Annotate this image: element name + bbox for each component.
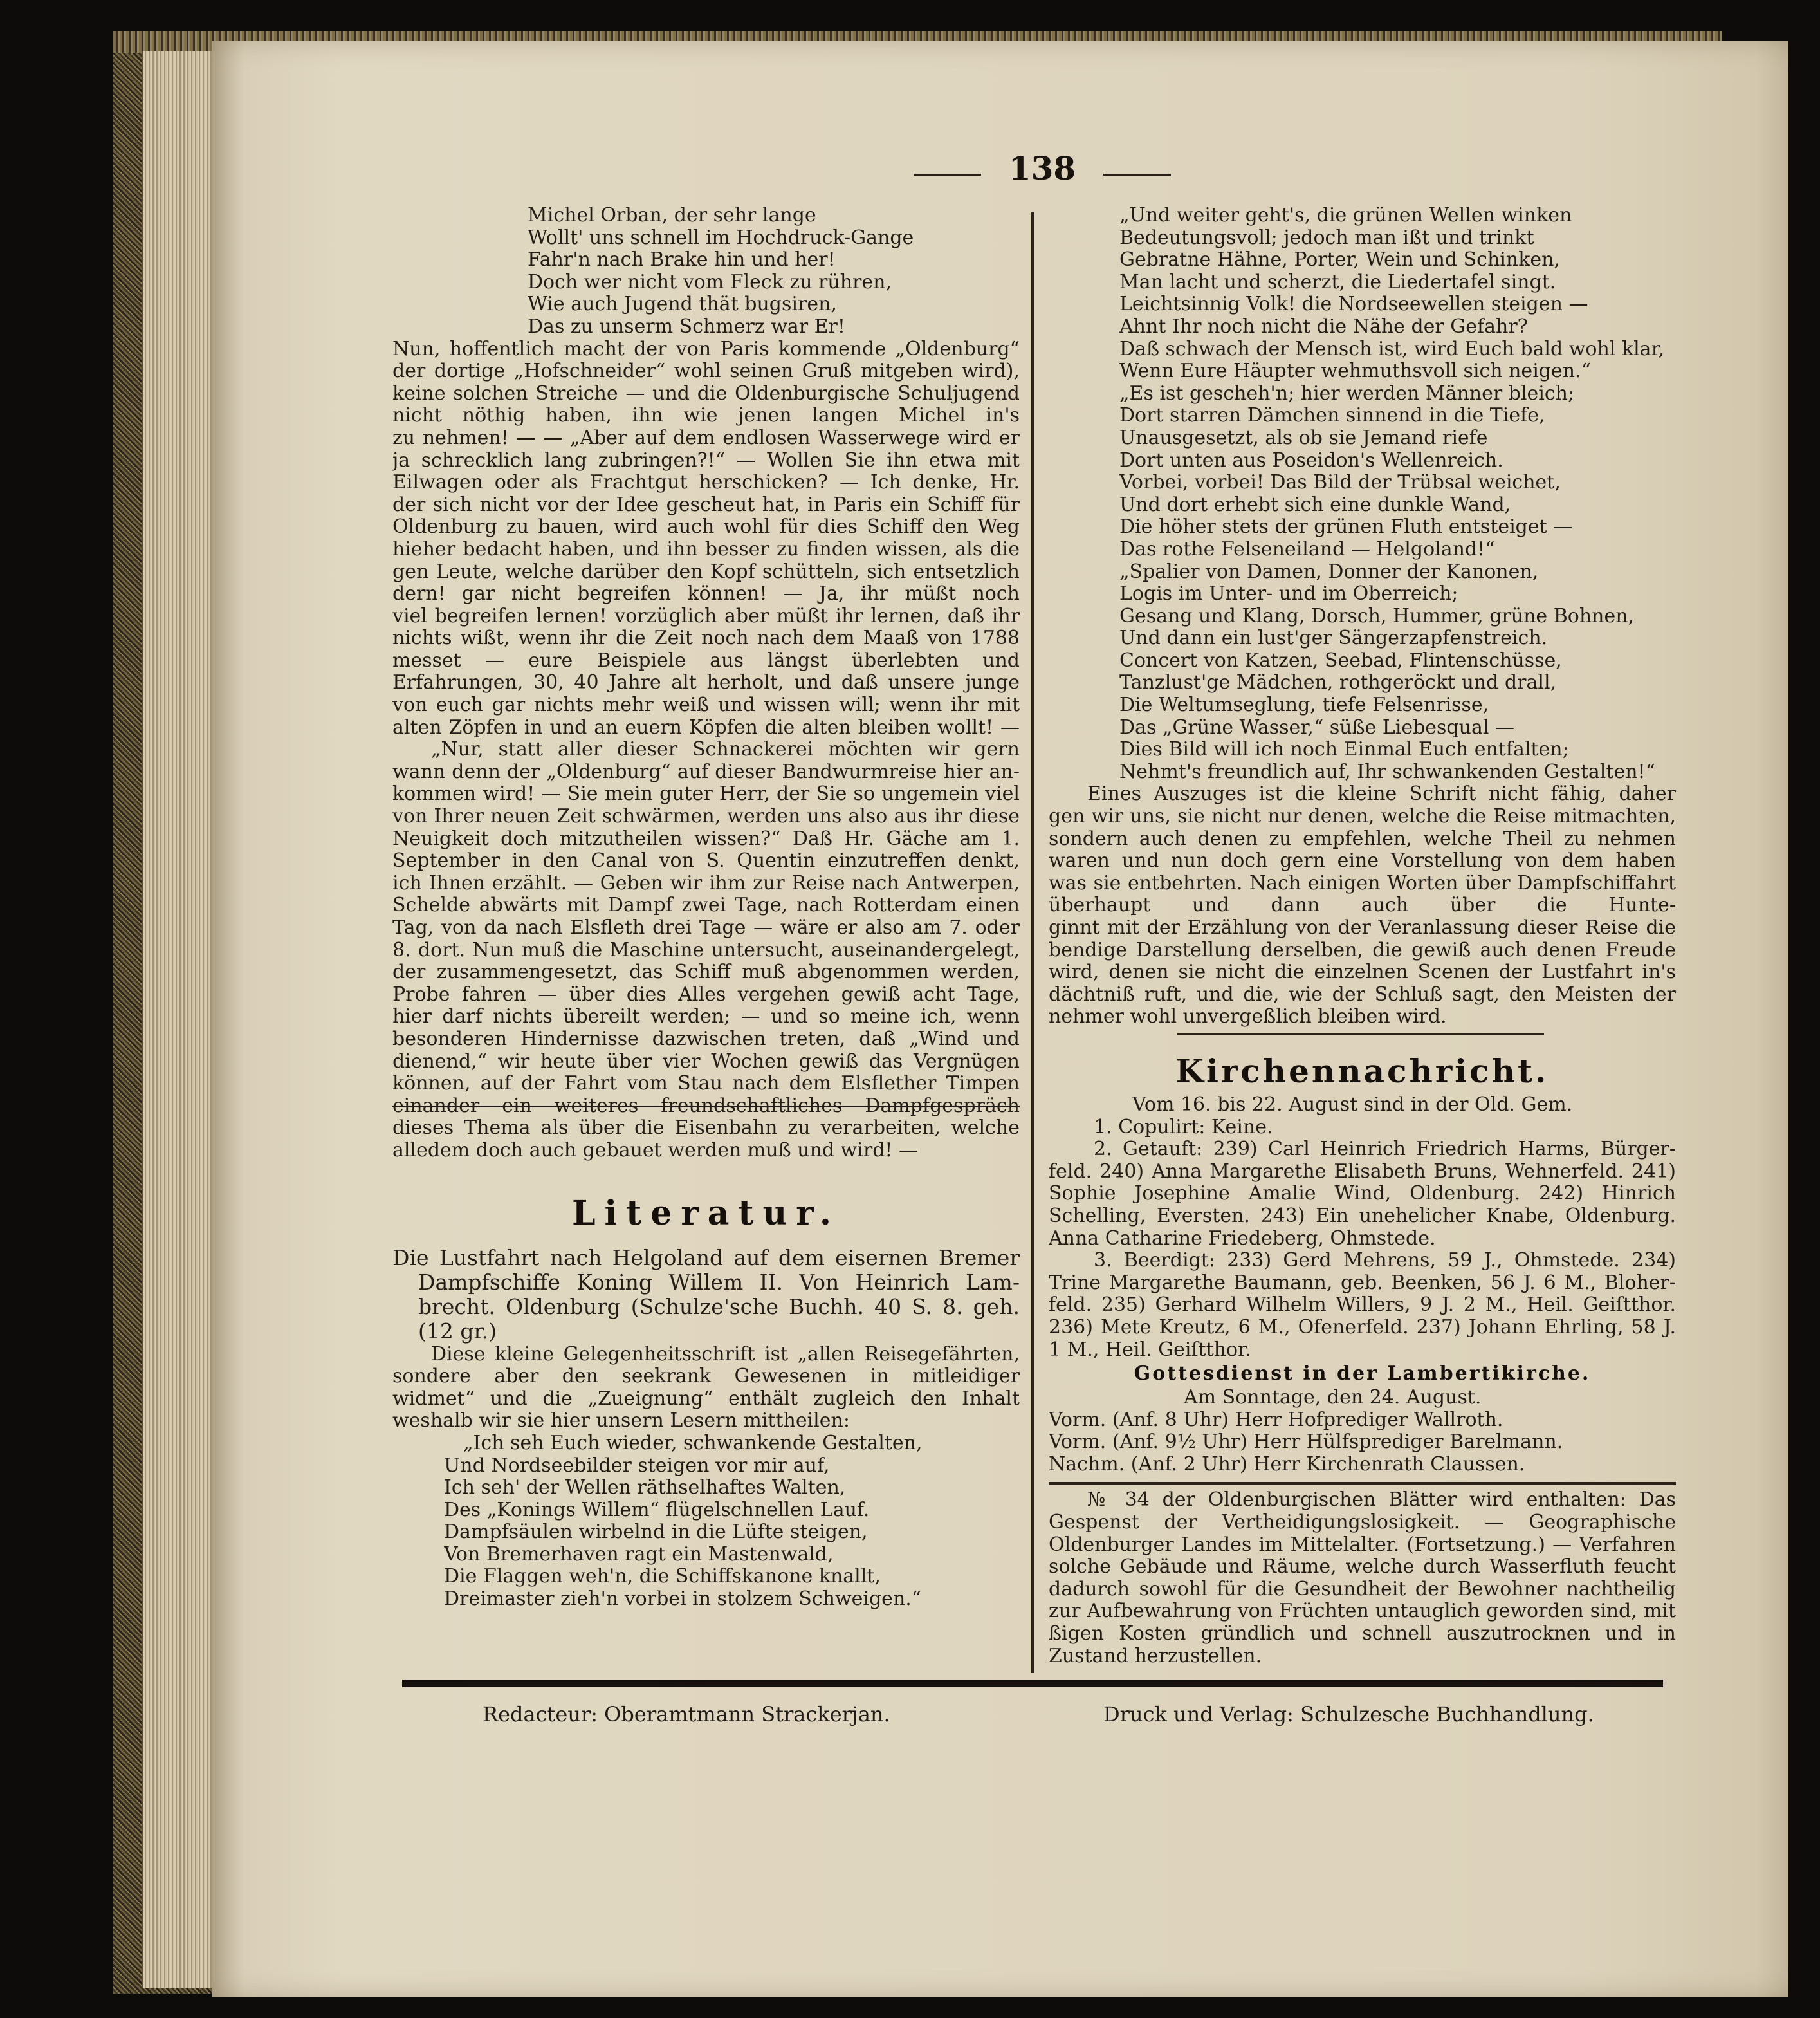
- text-line: Die Lustfahrt nach Helgoland auf dem eisernen Bremer: [392, 1245, 1020, 1270]
- poem-line: Und Nordseebilder steigen vor mir auf,: [444, 1454, 830, 1477]
- text-line: Schelling, Eversten. 243) Ein unehelicher Knabe, Oldenburg.: [1049, 1205, 1676, 1227]
- text-line: der sich nicht vor der Idee gescheut hat, in Paris ein Schiff für: [392, 494, 1020, 516]
- section-title-gottesdienst: Gottesdienst in der Lambertikirche.: [1134, 1362, 1591, 1385]
- text-line: hier darf nichts übereilt werden; — und so meine ich, wenn: [392, 1006, 1020, 1028]
- poem-line: Concert von Katzen, Seebad, Flintenschüsse,: [1119, 649, 1562, 672]
- text-line: alten Zöpfen in und an euern Köpfen die alten bleiben wollt! —: [392, 716, 1020, 739]
- text-line: kommen wird! — Sie mein guter Herr, der Sie so ungemein viel: [392, 783, 1020, 806]
- text-line: zur Aufbewahrung von Früchten untauglich geworden sind, mit: [1049, 1600, 1676, 1623]
- text-line: Zustand herzustellen.: [1049, 1645, 1262, 1667]
- text-line: wann denn der „Oldenburg“ auf dieser Bandwurmreise hier an-: [392, 761, 1020, 783]
- poem-line: Die höher stets der grünen Fluth entsteiget —: [1119, 516, 1573, 539]
- text-line: widmet“ und die „Zueignung“ enthält zugleich den Inhalt: [392, 1387, 1020, 1410]
- review-conclusion: [1049, 783, 1676, 1028]
- text-line: dieses Thema als über die Eisenbahn zu verarbeiten, welche: [392, 1117, 1020, 1140]
- text-line: zu nehmen! — — „Aber auf dem endlosen Wasserwege wird er: [392, 427, 1020, 449]
- text-line: der dortige „Hofschneider“ wohl seinen Gruß mitgeben wird),: [392, 360, 1020, 383]
- scan-border: [1788, 39, 1820, 2018]
- text-line: 236) Mete Kreutz, 6 M., Ofenerfeld. 237) Johann Ehrling, 58 J.: [1049, 1316, 1676, 1338]
- text-line: brecht. Oldenburg (Schulze'sche Buchh. 40 S. 8. geh.: [418, 1294, 1020, 1319]
- text-line: Eines Auszuges ist die kleine Schrift nicht fähig, daher: [1087, 783, 1676, 806]
- review-paragraph: [392, 1344, 1020, 1432]
- poem-line: „Und weiter geht's, die grünen Wellen winken: [1119, 205, 1572, 227]
- poem-line: Nehmt's freundlich auf, Ihr schwankenden Gestalten!“: [1119, 761, 1655, 783]
- text-line: Tag, von da nach Elsfleth drei Tage — wäre er also am 7. oder: [392, 917, 1020, 939]
- section-rule: [1049, 1482, 1676, 1485]
- poem-line: Unausgesetzt, als ob sie Jemand riefe: [1119, 427, 1488, 449]
- text-line: 2. Getauft: 239) Carl Heinrich Friedrich Harms, Bürger-: [1094, 1138, 1676, 1161]
- text-line: weshalb wir sie hier unsern Lesern mittheilen:: [392, 1410, 850, 1432]
- article-paragraph-2: [392, 739, 1020, 1162]
- footer-editor: Redacteur: Oberamtmann Strackerjan.: [483, 1702, 890, 1726]
- text-line: Diese kleine Gelegenheitsschrift ist „allen Reisegefährten,: [431, 1343, 1020, 1365]
- poem-line: Ahnt Ihr noch nicht die Nähe der Gefahr?: [1119, 315, 1528, 338]
- poem-line: Dies Bild will ich noch Einmal Euch entfalten;: [1119, 739, 1569, 761]
- text-line: Gespenst der Vertheidigungslosigkeit. — Geographische: [1049, 1512, 1676, 1534]
- text-line: Anna Catharine Friedeberg, Ohmstede.: [1049, 1227, 1436, 1250]
- text-line: Erfahrungen, 30, 40 Jahre alt herholt, und daß unsere junge: [392, 672, 1020, 694]
- text-line: waren und nun doch gern eine Vorstellung von dem haben: [1049, 850, 1676, 873]
- text-line: 3. Beerdigt: 233) Gerd Mehrens, 59 J., Ohmstede. 234): [1094, 1250, 1676, 1272]
- text-line: nehmer wohl unvergeßlich bleiben wird.: [1049, 1006, 1447, 1028]
- poem-line: „Ich seh Euch wieder, schwankende Gestalten,: [463, 1432, 923, 1454]
- text-line: 8. dort. Nun muß die Maschine untersucht, auseinandergelegt,: [392, 939, 1020, 961]
- text-line: 1 M., Heil. Geiſtthor.: [1049, 1338, 1251, 1361]
- text-line: Schelde abwärts mit Dampf zwei Tage, nach Rotterdam einen: [392, 894, 1020, 917]
- text-line: von Ihrer neuen Zeit schwärmen, werden uns also aus ihr diese: [392, 806, 1020, 828]
- text-line: was sie entbehrten. Nach einigen Worten über Dampfschiffahrt: [1049, 872, 1676, 894]
- text-line: Oldenburg zu bauen, wird auch wohl für dies Schiff den Weg: [392, 516, 1020, 539]
- article-paragraph-1: [392, 338, 1020, 739]
- poem-line: Logis im Unter- und im Oberreich;: [1119, 583, 1458, 606]
- text-line: ja schrecklich lang zubringen?!“ — Wollen Sie ihn etwa mit: [392, 449, 1020, 472]
- text-line: Vorm. (Anf. 8 Uhr) Herr Hofprediger Wallroth.: [1049, 1409, 1503, 1431]
- poem-helgoland: [1049, 205, 1676, 783]
- text-line: bendige Darstellung derselben, die gewiß auch denen Freude: [1049, 939, 1676, 961]
- book-entry: [392, 1246, 1020, 1344]
- text-line: Probe fahren — über dies Alles vergehen gewiß acht Tage,: [392, 983, 1020, 1006]
- poem-line: Wenn Eure Häupter wehmuthsvoll sich neigen.“: [1119, 360, 1591, 383]
- section-title-kirchennachricht: Kirchennachricht.: [1175, 1051, 1549, 1090]
- text-line: sondern auch denen zu empfehlen, welche Theil zu nehmen: [1049, 828, 1676, 850]
- poem-line: Dreimaster zieh'n vorbei in stolzem Schweigen.“: [444, 1588, 922, 1611]
- footer-rule: [402, 1680, 1663, 1687]
- poem-line: Gebratne Hähne, Porter, Wein und Schinken,: [1119, 249, 1560, 272]
- text-line: № 34 der Oldenburgischen Blätter wird enthalten: Das: [1087, 1489, 1676, 1512]
- text-line: Dampfschiffe Koning Willem II. Von Heinrich Lam-: [418, 1270, 1020, 1295]
- text-line: Sophie Josephine Amalie Wind, Oldenburg. 242) Hinrich: [1049, 1183, 1676, 1205]
- text-line: Eilwagen oder als Frachtgut herschicken? — Ich denke, Hr.: [392, 472, 1020, 494]
- text-line: einander ein weiteres freundschaftliches Dampfgespräch: [392, 1095, 1020, 1117]
- poem-line: Daß schwach der Mensch ist, wird Euch bald wohl klar,: [1119, 338, 1665, 360]
- poem-line: Michel Orban, der sehr lange: [528, 205, 816, 227]
- poem-line: „Es ist gescheh'n; hier werden Männer bleich;: [1119, 382, 1575, 405]
- poem-michel-orban: [392, 205, 1020, 338]
- text-line: Neuigkeit doch mitzutheilen wissen?“ Daß Hr. Gäche am 1.: [392, 828, 1020, 850]
- text-line: September in den Canal von S. Quentin einzutreffen denkt,: [392, 850, 1020, 873]
- text-line: 1. Copulirt: Keine.: [1094, 1116, 1273, 1138]
- text-line: von euch gar nichts mehr weiß und wissen will; wenn ihr mit: [392, 694, 1020, 717]
- poem-line: Fahr'n nach Brake hin und her!: [528, 249, 836, 272]
- poem-line: Die Weltumseglung, tiefe Felsenrisse,: [1119, 694, 1489, 717]
- text-line: hieher bedacht haben, und ihn besser zu finden wissen, als die: [392, 538, 1020, 560]
- text-line: nichts wißt, wenn ihr die Zeit noch nach dem Maaß von 1788: [392, 627, 1020, 650]
- text-line: messet — eure Beispiele aus längst überlebten und: [392, 649, 1020, 672]
- notice-next-issue: [1049, 1489, 1676, 1667]
- text-line: gen Leute, welche darüber den Kopf schütteln, sich entsetzlich: [392, 560, 1020, 583]
- poem-line: Man lacht und scherzt, die Liedertafel singt.: [1119, 271, 1556, 293]
- section-rule: [1177, 1033, 1544, 1035]
- poem-line: Und dort erhebt sich eine dunkle Wand,: [1119, 494, 1511, 516]
- poem-zueignung: [392, 1432, 1020, 1611]
- text-line: Trine Margarethe Baumann, geb. Beenken, 56 J. 6 M., Bloher-: [1049, 1272, 1676, 1294]
- text-line: ginnt mit der Erzählung von der Veranlassung dieser Reise die: [1049, 917, 1676, 939]
- text-line: feld. 235) Gerhard Wilhelm Willers, 9 J. 2 M., Heil. Geiſtthor.: [1049, 1294, 1676, 1317]
- text-line: besonderen Hindernisse dazwischen treten, daß „Wind und: [392, 1028, 1020, 1050]
- page-stack-edge: [142, 51, 221, 1988]
- text-line: wird, denen sie nicht die einzelnen Scenen der Lustfahrt in's: [1049, 961, 1676, 984]
- poem-line: Wie auch Jugend thät bugsiren,: [528, 293, 837, 316]
- poem-line: Leichtsinnig Volk! die Nordseewellen steigen —: [1119, 293, 1588, 316]
- text-line: sondere aber den seekrank Gewesenen in mitleidiger: [392, 1365, 1020, 1388]
- poem-line: Das „Grüne Wasser,“ süße Liebesqual —: [1119, 716, 1514, 739]
- text-line: alledem doch auch gebauet werden muß und wird! —: [392, 1139, 919, 1162]
- column-divider: [1031, 212, 1034, 1673]
- text-line: dern! gar nicht begreifen können! — Ja, ihr müßt noch: [392, 583, 1020, 606]
- poem-line: Gesang und Klang, Dorsch, Hummer, grüne Bohnen,: [1119, 605, 1635, 627]
- text-line: „Nur, statt aller dieser Schnackerei möchten wir gern: [431, 739, 1020, 761]
- header-rule-right: [1103, 174, 1171, 176]
- text-line: der zusammengesetzt, das Schiff muß abgenommen werden,: [392, 961, 1020, 984]
- church-notices: [1049, 1094, 1676, 1361]
- poem-line: Das zu unserm Schmerz war Er!: [528, 315, 845, 338]
- poem-line: Von Bremerhaven ragt ein Mastenwald,: [444, 1543, 834, 1566]
- text-line: dienend,“ wir heute über vier Wochen gewiß das Vergnügen: [392, 1050, 1020, 1073]
- poem-line: Tanzlust'ge Mädchen, rothgeröckt und drall,: [1119, 672, 1557, 694]
- section-title-literatur: Literatur.: [571, 1193, 841, 1233]
- text-line: Vom 16. bis 22. August sind in der Old. Gem.: [1132, 1093, 1573, 1116]
- text-line: ich Ihnen erzählt. — Geben wir ihm zur Reise nach Antwerpen,: [392, 872, 1020, 894]
- footer-printer: Druck und Verlag: Schulzesche Buchhandlung.: [1103, 1702, 1594, 1726]
- text-line: ßigen Kosten gründlich und schnell auszutrocknen und in: [1049, 1623, 1676, 1645]
- poem-line: Das rothe Felseneiland — Helgoland!“: [1119, 538, 1495, 560]
- poem-line: Dort starren Dämchen sinnend in die Tiefe,: [1119, 405, 1545, 427]
- left-column: [392, 205, 1020, 1611]
- text-line: feld. 240) Anna Margarethe Elisabeth Bruns, Wehnerfeld. 241): [1049, 1160, 1676, 1183]
- poem-line: Vorbei, vorbei! Das Bild der Trübsal weichet,: [1119, 472, 1561, 494]
- text-line: Nun, hoffentlich macht der von Paris kommende „Oldenburg“: [392, 338, 1020, 360]
- text-line: überhaupt und dann auch über die Hunte-: [1049, 894, 1676, 917]
- text-line: Vorm. (Anf. 9½ Uhr) Herr Hülfsprediger Barelmann.: [1049, 1431, 1563, 1454]
- poem-line: Des „Konings Willem“ flügelschnellen Lauf.: [444, 1499, 870, 1521]
- poem-line: Die Flaggen weh'n, die Schiffskanone knallt,: [444, 1566, 881, 1588]
- text-line: Oldenburger Landes im Mittelalter. (Fortsetzung.) — Verfahren: [1049, 1533, 1676, 1556]
- right-column: [1049, 205, 1676, 1667]
- page-header: [914, 149, 1171, 194]
- page-number: 138: [1008, 149, 1076, 187]
- poem-line: Dort unten aus Poseidon's Wellenreich.: [1119, 449, 1503, 472]
- poem-line: Wollt' uns schnell im Hochdruck-Gange: [528, 227, 914, 249]
- poem-line: Doch wer nicht vom Fleck zu rühren,: [528, 271, 892, 293]
- text-line: können, auf der Fahrt vom Stau nach dem Elsflether Timpen: [392, 1073, 1020, 1095]
- text-line: (12 gr.): [418, 1319, 497, 1344]
- poem-line: „Spalier von Damen, Donner der Kanonen,: [1119, 560, 1539, 583]
- poem-line: Ich seh' der Wellen räthselhaftes Walten,: [444, 1477, 846, 1499]
- poem-line: Und dann ein lust'ger Sängerzapfenstreich.: [1119, 627, 1548, 650]
- text-line: dadurch sowohl für die Gesundheit der Bewohner nachtheilig: [1049, 1578, 1676, 1600]
- text-line: keine solchen Streiche — und die Oldenburgische Schuljugend: [392, 382, 1020, 405]
- text-line: solche Gebäude und Räume, welche durch Wasserfluth feucht: [1049, 1556, 1676, 1578]
- poem-line: Dampfsäulen wirbelnd in die Lüfte steigen,: [444, 1521, 868, 1544]
- text-line: Am Sonntage, den 24. August.: [1184, 1387, 1482, 1409]
- poem-line: Bedeutungsvoll; jedoch man ißt und trinkt: [1119, 227, 1534, 249]
- text-line: nicht nöthig haben, ihn wie jenen langen Michel in's: [392, 405, 1020, 427]
- text-line: viel begreifen lernen! vorzüglich aber müßt ihr lernen, daß ihr: [392, 605, 1020, 627]
- service-schedule: [1049, 1387, 1676, 1476]
- text-line: gen wir uns, sie nicht nur denen, welche die Reise mitmachten,: [1049, 806, 1676, 828]
- text-line: Nachm. (Anf. 2 Uhr) Herr Kirchenrath Claussen.: [1049, 1453, 1525, 1476]
- text-line: dächtniß ruft, und die, wie der Schluß sagt, den Meisten der: [1049, 983, 1676, 1006]
